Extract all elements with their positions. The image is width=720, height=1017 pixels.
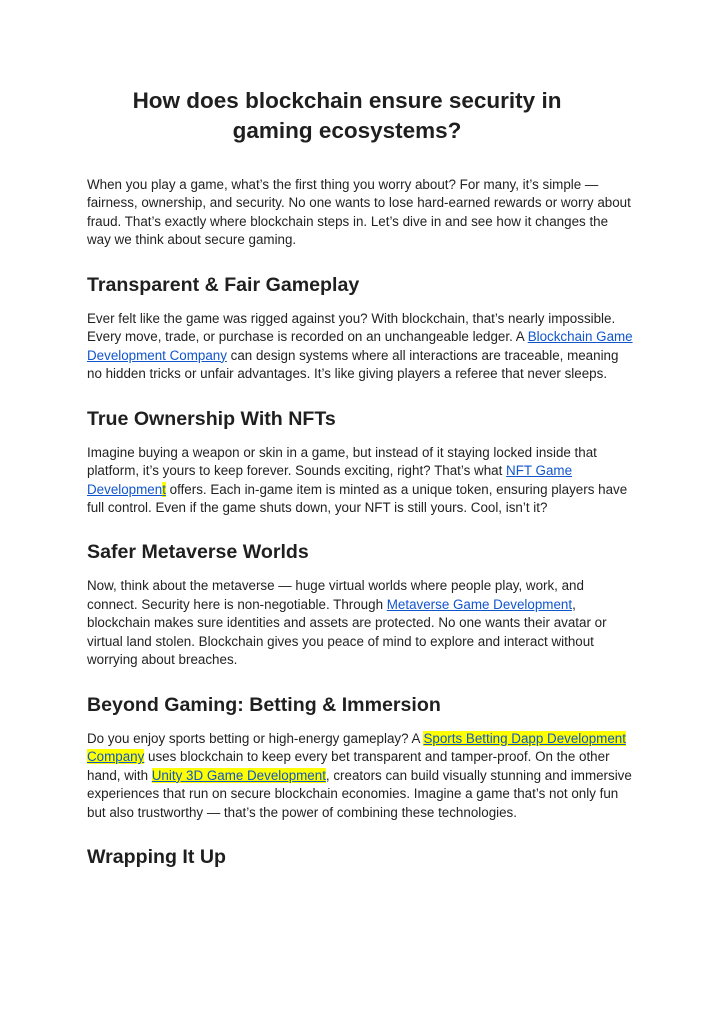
text-segment: Now, think about the metaverse — huge virtual worlds where people play, work, and connect. Security here is non-negotiable. Through xyxy=(87,578,584,612)
paragraph-beyond-gaming xyxy=(87,730,635,822)
text-segment: uses blockchain to keep every bet transparent and tamper-proof. On the other hand, with xyxy=(87,749,610,783)
link-blockchain-game-development-company[interactable]: Blockchain Game Development Company xyxy=(87,329,633,363)
link-text: NFT Game Developmen xyxy=(87,463,573,497)
document-title: How does blockchain ensure security in gaming ecosystems? xyxy=(132,88,562,143)
text-segment: , blockchain makes sure identities and assets are protected. No one wants their avatar or virtual land stolen. Blockchain gives you peace of mind to explore and interact without worrying about breaches. xyxy=(87,596,607,668)
highlighted-link-tail: t xyxy=(162,481,166,497)
link-sports-betting-dapp-development-company[interactable]: Sports Betting Dapp Development Company xyxy=(87,730,626,765)
paragraph-transparent-fair-gameplay xyxy=(87,310,635,384)
text-segment: offers. Each in-game item is minted as a unique token, ensuring players have full control. Even if the game shuts down, your NFT is still yours. Cool, isn’t it? xyxy=(87,481,628,515)
heading-beyond-gaming: Beyond Gaming: Betting & Immersion xyxy=(87,693,441,716)
link-metaverse-game-development[interactable]: Metaverse Game Development xyxy=(386,596,573,612)
heading-transparent-fair-gameplay: Transparent & Fair Gameplay xyxy=(87,273,360,296)
heading-wrapping-it-up: Wrapping It Up xyxy=(87,845,226,868)
text-segment: Do you enjoy sports betting or high-energy gameplay? A xyxy=(87,730,424,746)
text-segment: Imagine buying a weapon or skin in a game, but instead of it staying locked inside that platform, it’s yours to keep forever. Sounds exciting, right? That’s what xyxy=(87,444,597,479)
text-segment: , creators can build visually stunning and immersive experiences that run on secure blockchain economies. Imagine a game that’s not only fun but also trustworthy — that’s the power of combining these technologies. xyxy=(87,767,632,820)
text-segment: can design systems where all interactions are traceable, meaning no hidden tricks or unfair advantages. It’s like giving players a referee that never sleeps. xyxy=(87,347,619,382)
paragraph-true-ownership-nfts xyxy=(87,444,635,518)
link-unity-3d-game-development[interactable]: Unity 3D Game Development xyxy=(151,767,326,783)
paragraph-safer-metaverse-worlds xyxy=(87,577,635,669)
text-segment: Ever felt like the game was rigged against you? With blockchain, that’s nearly impossible. Every move, trade, or purchase is recorded on an unchangeable ledger. A xyxy=(87,310,616,345)
heading-safer-metaverse-worlds: Safer Metaverse Worlds xyxy=(87,541,309,564)
intro-paragraph: When you play a game, what’s the first thing you worry about? For many, it’s simple — fairness, ownership, and security. No one wants to lose hard-earned rewards or worry about fraud. That’s exactly where blockchain steps in. Let’s dive in and see how it changes the way we think about secure gaming. xyxy=(87,177,631,248)
heading-true-ownership-nfts: True Ownership With NFTs xyxy=(87,407,336,430)
document-body xyxy=(87,176,635,870)
